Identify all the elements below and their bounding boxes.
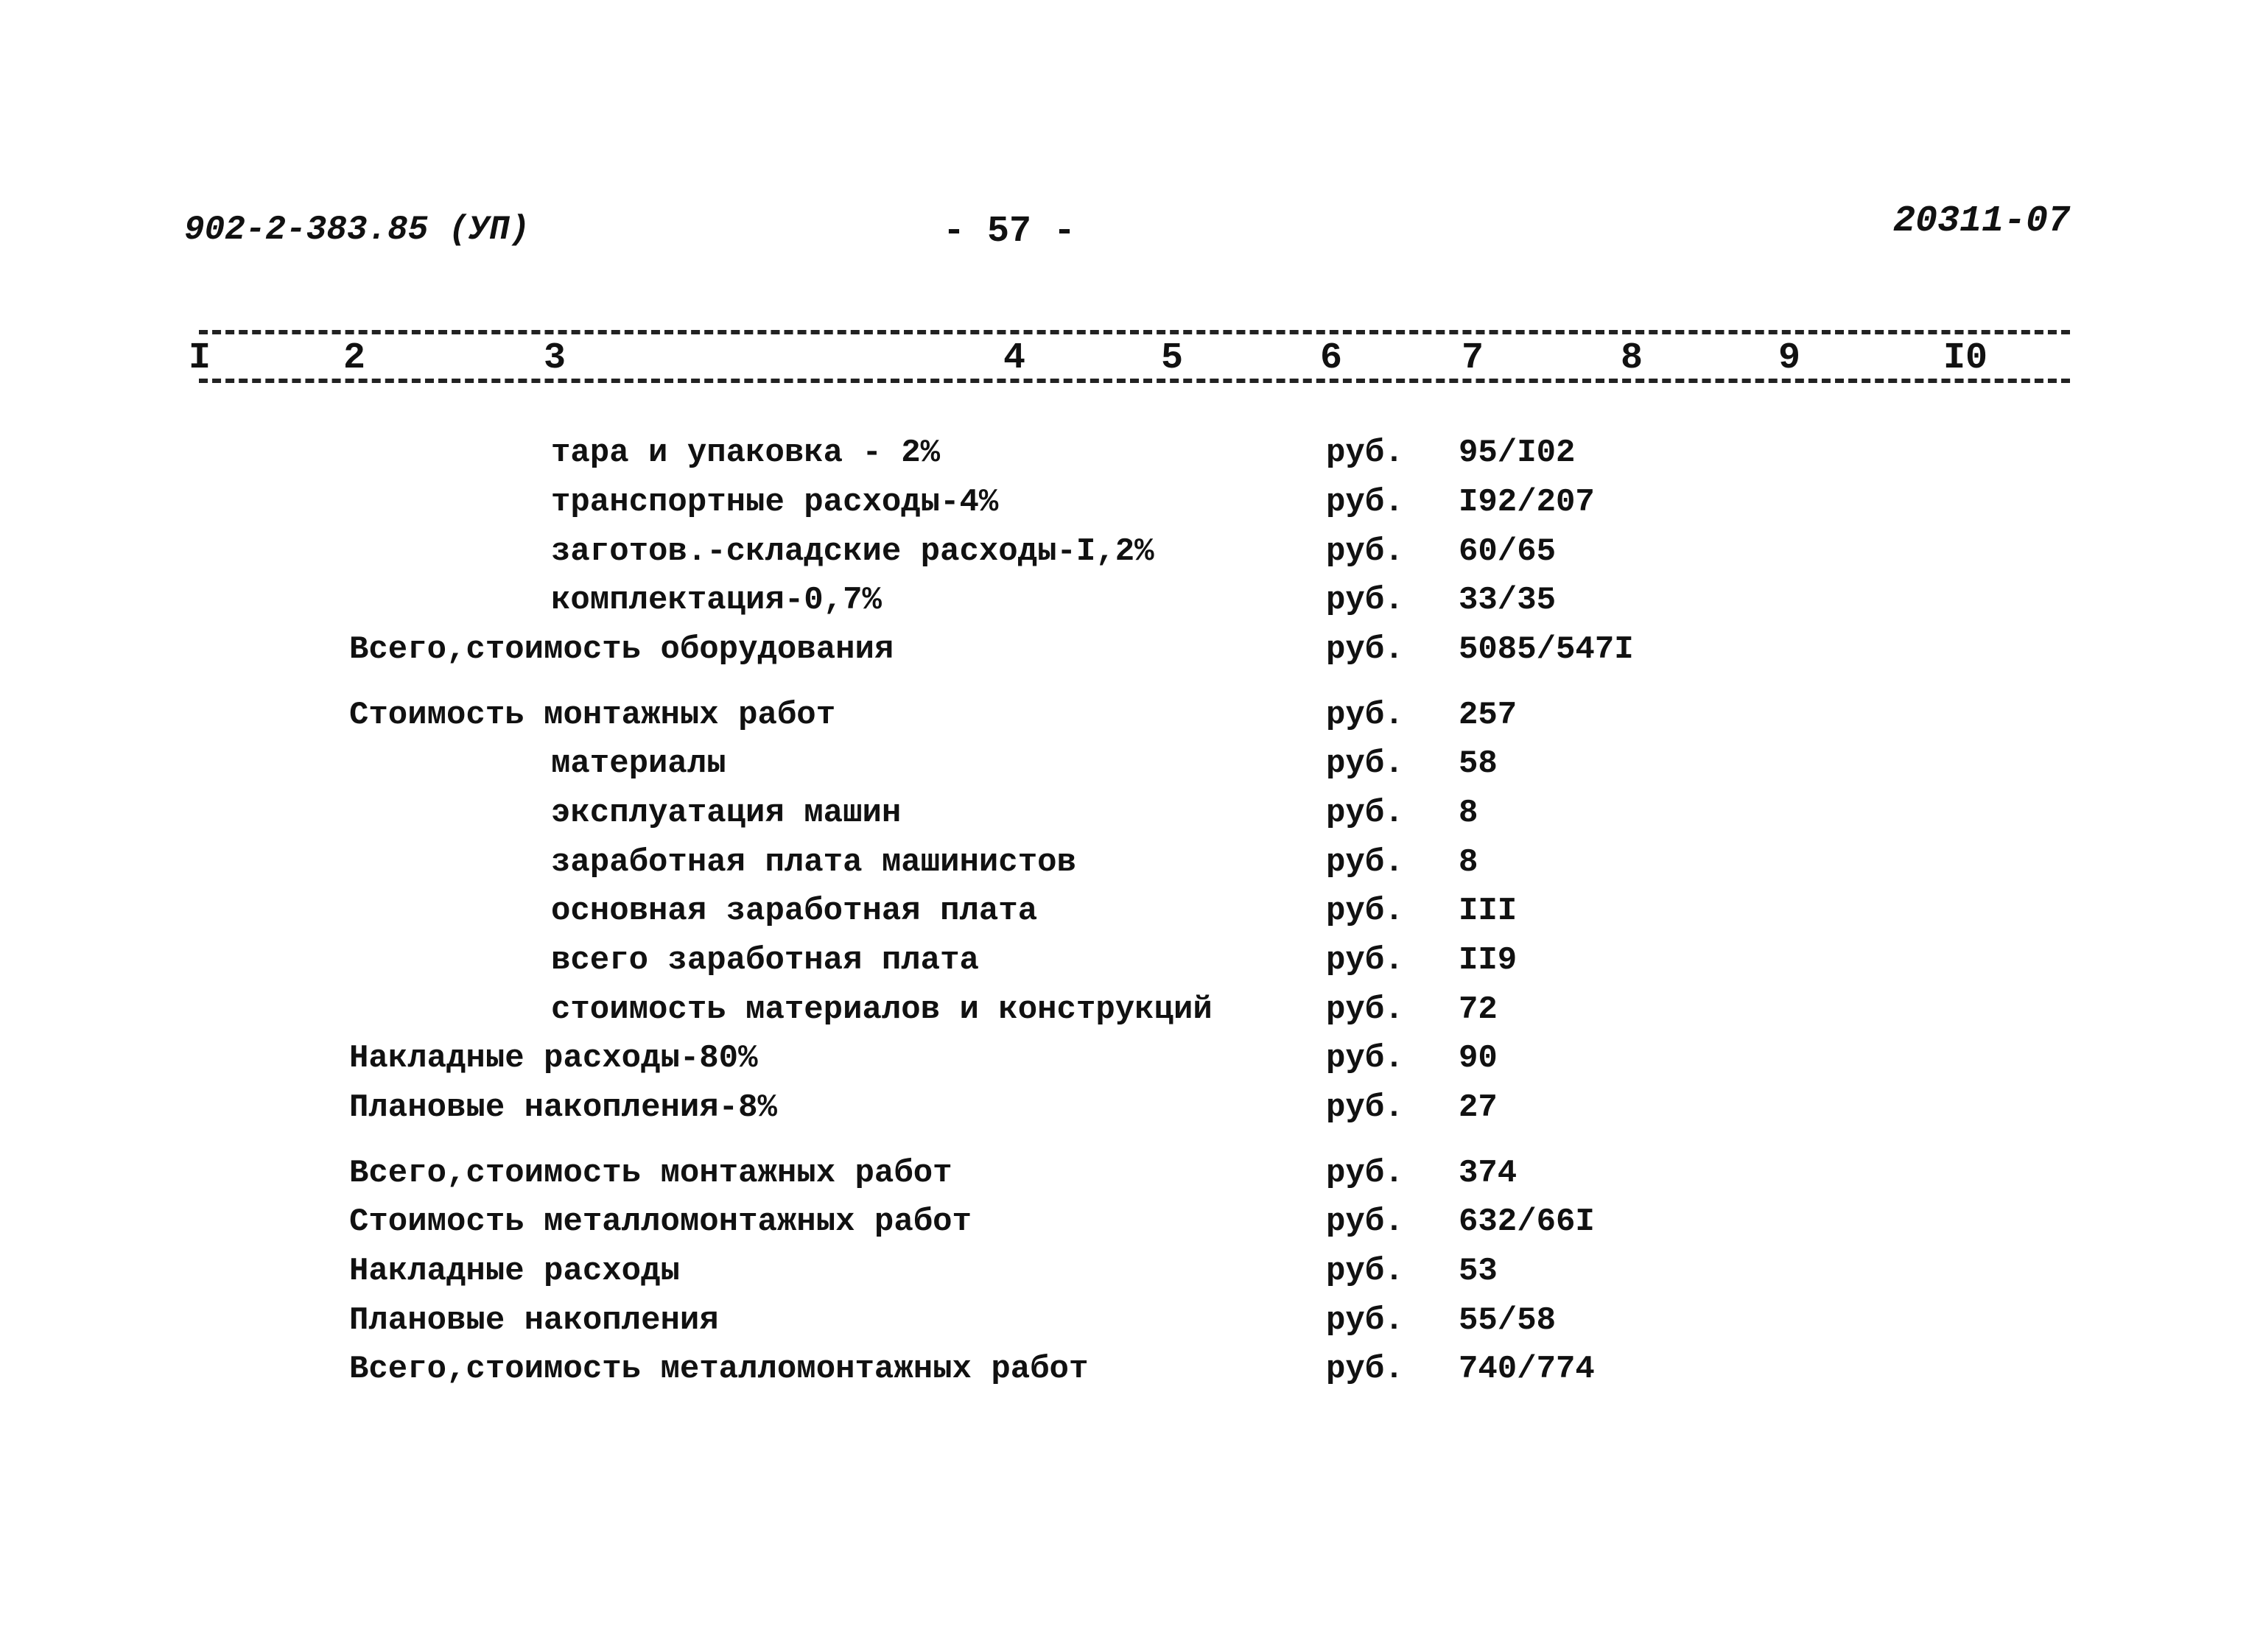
row-value: II9 [1459,942,1518,979]
row-label: основная заработная плата [551,893,1038,929]
table-row [0,582,2263,630]
row-value: 90 [1459,1040,1498,1077]
row-value: 53 [1459,1253,1498,1290]
column-number: I [189,337,211,379]
row-value: I92/207 [1459,484,1595,521]
row-value: 8 [1459,844,1478,881]
row-unit: руб. [1326,1040,1404,1077]
row-value: 33/35 [1459,582,1557,619]
table-row [0,533,2263,582]
row-unit: руб. [1326,697,1404,734]
row-value: 72 [1459,991,1498,1028]
column-number: 8 [1621,337,1643,379]
doc-code: 902-2-383.85 (УП) [184,211,530,249]
row-unit: руб. [1326,582,1404,619]
table-row [0,991,2263,1040]
row-label: тара и упаковка - 2% [551,435,941,471]
table-row [0,1302,2263,1351]
row-value: 5085/547I [1459,631,1634,668]
table-row [0,484,2263,532]
row-value: 374 [1459,1155,1518,1192]
row-value: 95/I02 [1459,435,1576,471]
row-unit: руб. [1326,1203,1404,1240]
row-label: эксплуатация машин [551,795,902,832]
table-row [0,1253,2263,1301]
sheet-code: 20311-07 [1893,200,2071,242]
column-number: 4 [1003,337,1026,379]
row-label: Стоимость металломонтажных работ [349,1203,972,1240]
column-number: 3 [544,337,566,379]
row-label: транспортные расходы-4% [551,484,999,521]
row-unit: руб. [1326,1351,1404,1388]
column-number: I0 [1943,337,1988,379]
row-unit: руб. [1326,1253,1404,1290]
row-label: заработная плата машинистов [551,844,1076,881]
row-label: стоимость материалов и конструкций [551,991,1213,1028]
row-value: 27 [1459,1089,1498,1126]
row-label: Плановые накопления-8% [349,1089,777,1126]
column-number: 7 [1462,337,1484,379]
row-value: III [1459,893,1518,929]
row-label: Плановые накопления [349,1302,719,1339]
row-value: 60/65 [1459,533,1557,570]
row-unit: руб. [1326,1155,1404,1192]
table-row [0,1040,2263,1089]
row-value: 632/66I [1459,1203,1595,1240]
table-row [0,435,2263,483]
column-number: 9 [1778,337,1801,379]
table-row [0,697,2263,745]
table-row [0,893,2263,941]
row-unit: руб. [1326,1302,1404,1339]
table-row [0,942,2263,991]
row-value: 740/774 [1459,1351,1595,1388]
table-row [0,844,2263,893]
row-value: 8 [1459,795,1478,832]
row-unit: руб. [1326,533,1404,570]
column-number: 5 [1161,337,1184,379]
row-unit: руб. [1326,795,1404,832]
row-unit: руб. [1326,844,1404,881]
row-unit: руб. [1326,484,1404,521]
row-label: всего заработная плата [551,942,979,979]
row-label: Всего,стоимость металломонтажных работ [349,1351,1089,1388]
row-value: 58 [1459,745,1498,782]
row-label: заготов.-складские расходы-I,2% [551,533,1154,570]
page-number: - 57 - [943,211,1076,253]
table-row [0,631,2263,680]
row-unit: руб. [1326,1089,1404,1126]
row-label: Накладные расходы [349,1253,680,1290]
row-unit: руб. [1326,745,1404,782]
table-row [0,745,2263,794]
row-label: комплектация-0,7% [551,582,882,619]
row-unit: руб. [1326,893,1404,929]
table-row [0,795,2263,843]
row-label: Всего,стоимость оборудования [349,631,894,668]
row-label: материалы [551,745,726,782]
table-row [0,1155,2263,1203]
column-number: 2 [343,337,366,379]
row-value: 55/58 [1459,1302,1557,1339]
row-unit: руб. [1326,991,1404,1028]
table-row [0,1089,2263,1138]
row-label: Накладные расходы-80% [349,1040,758,1077]
row-unit: руб. [1326,435,1404,471]
row-label: Стоимость монтажных работ [349,697,836,734]
table-row [0,1203,2263,1252]
row-label: Всего,стоимость монтажных работ [349,1155,952,1192]
table-header-top-rule [199,330,2070,334]
row-value: 257 [1459,697,1518,734]
row-unit: руб. [1326,631,1404,668]
column-number: 6 [1320,337,1343,379]
table-row [0,1351,2263,1399]
row-unit: руб. [1326,942,1404,979]
